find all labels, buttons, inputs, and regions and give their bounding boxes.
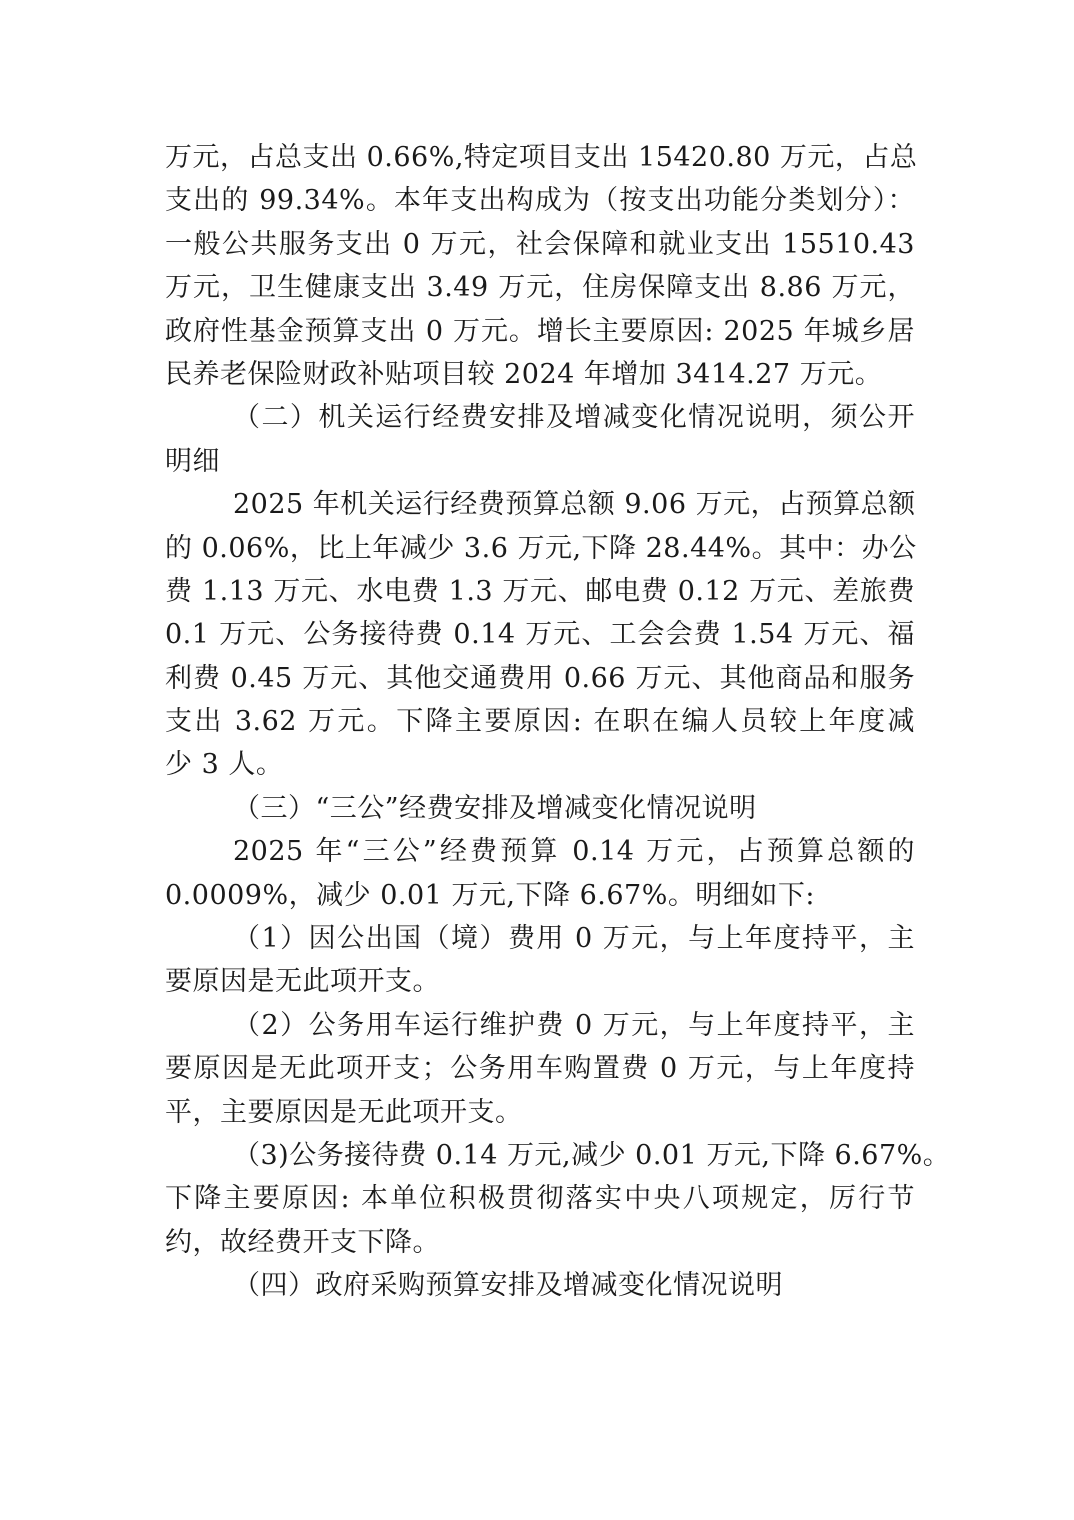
text-line: （1）因公出国（境）费用 0 万元，与上年度持平，主 — [233, 923, 915, 955]
text-line: 一般公共服务支出 0 万元，社会保障和就业支出 15510.43 — [165, 228, 915, 260]
text-line: 支出 3.62 万元。下降主要原因: 在职在编人员较上年度减 — [165, 706, 915, 738]
text-line: 约，故经费开支下降。 — [165, 1226, 440, 1258]
text-line: 利费 0.45 万元、其他交通费用 0.66 万元、其他商品和服务 — [165, 662, 915, 694]
text-line: 要原因是无此项开支；公务用车购置费 0 万元，与上年度持 — [165, 1053, 915, 1085]
text-line: 万元，卫生健康支出 3.49 万元，住房保障支出 8.86 万元， — [165, 272, 915, 304]
text-line: 少 3 人。 — [165, 749, 284, 781]
text-line: （二）机关运行经费安排及增减变化情况说明，须公开 — [233, 402, 915, 434]
text-line: 的 0.06%，比上年减少 3.6 万元,下降 28.44%。其中：办公 — [165, 532, 917, 564]
text-line: （3)公务接待费 0.14 万元,减少 0.01 万元,下降 6.67%。 — [233, 1139, 951, 1171]
text-line: 0.1 万元、公务接待费 0.14 万元、工会会费 1.54 万元、福 — [165, 619, 915, 651]
text-line: 万元，占总支出 0.66%,特定项目支出 15420.80 万元，占总 — [165, 142, 918, 173]
text-line: （三）“三公”经费安排及增减变化情况说明 — [233, 792, 757, 824]
text-line: 2025 年“三公”经费预算 0.14 万元，占预算总额的 — [233, 836, 915, 868]
text-line: （2）公务用车运行维护费 0 万元，与上年度持平，主 — [233, 1009, 915, 1041]
text-line: 支出的 99.34%。本年支出构成为（按支出功能分类划分）： — [165, 185, 915, 217]
text-line: 政府性基金预算支出 0 万元。增长主要原因: 2025 年城乡居 — [165, 315, 915, 347]
text-line: 民养老保险财政补贴项目较 2024 年增加 3414.27 万元。 — [165, 358, 883, 390]
text-line: （四）政府采购预算安排及增减变化情况说明 — [233, 1270, 783, 1302]
text-line: 2025 年机关运行经费预算总额 9.06 万元，占预算总额 — [233, 489, 916, 521]
text-line: 平，主要原因是无此项开支。 — [165, 1096, 523, 1128]
text-line: 费 1.13 万元、水电费 1.3 万元、邮电费 0.12 万元、差旅费 — [165, 575, 915, 607]
text-line: 要原因是无此项开支。 — [165, 966, 440, 998]
text-line: 0.0009%，减少 0.01 万元,下降 6.67%。明细如下: — [165, 879, 815, 911]
text-line: 下降主要原因: 本单位积极贯彻落实中央八项规定，厉行节 — [165, 1183, 915, 1215]
text-line: 明细 — [165, 445, 220, 477]
document-body — [165, 136, 951, 1308]
